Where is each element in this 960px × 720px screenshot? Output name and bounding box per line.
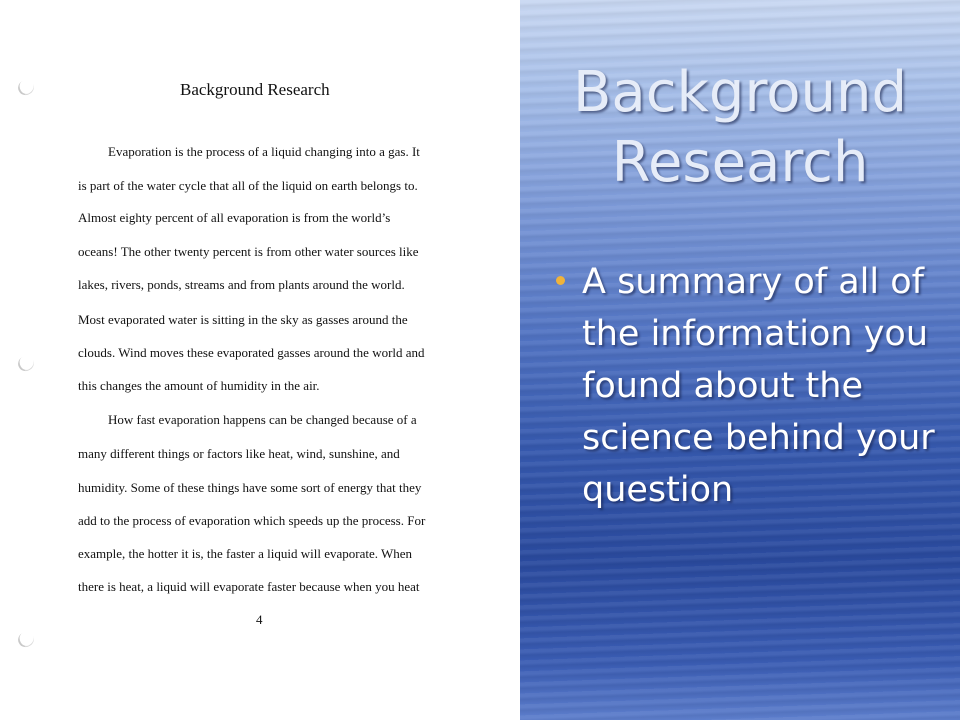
document-text-line: oceans! The other twenty percent is from other water sources like (78, 244, 419, 259)
document-text-line: Evaporation is the process of a liquid changing into a gas. It (108, 144, 420, 159)
document-text-line: example, the hotter it is, the faster a liquid will evaporate. When (78, 546, 413, 561)
binder-hole-mark (15, 77, 36, 98)
document-text-line: is part of the water cycle that all of the liquid on earth belongs to. (78, 178, 418, 193)
document-text-line: Most evaporated water is sitting in the sky as gasses around the (78, 312, 408, 327)
document-text-line: this changes the amount of humidity in the air. (78, 378, 320, 393)
bullet-text: A summary of all of the information you found about the science behind your question (582, 262, 935, 510)
document-text-line: clouds. Wind moves these evaporated gasses around the world and (78, 345, 425, 360)
slide-title: Background Research (572, 60, 908, 195)
document-text-line: lakes, rivers, ponds, streams and from plants around the world. (78, 277, 405, 292)
document-text-line: add to the process of evaporation which speeds up the process. For (78, 513, 426, 528)
document-text-line: humidity. Some of these things have some sort of energy that they (78, 480, 422, 495)
slide-content-panel (520, 0, 960, 720)
bullet-dot-icon (556, 276, 565, 285)
document-text-line: many different things or factors like heat, wind, sunshine, and (78, 446, 400, 461)
document-text-line: there is heat, a liquid will evaporate faster because when you heat (78, 579, 420, 594)
document-text-line: How fast evaporation happens can be changed because of a (108, 412, 417, 427)
document-text-line: Almost eighty percent of all evaporation is from the world’s (78, 210, 391, 225)
binder-hole-mark (15, 353, 36, 374)
binder-hole-mark (15, 629, 36, 650)
page-number: 4 (256, 612, 263, 627)
document-title: Background Research (180, 80, 330, 99)
